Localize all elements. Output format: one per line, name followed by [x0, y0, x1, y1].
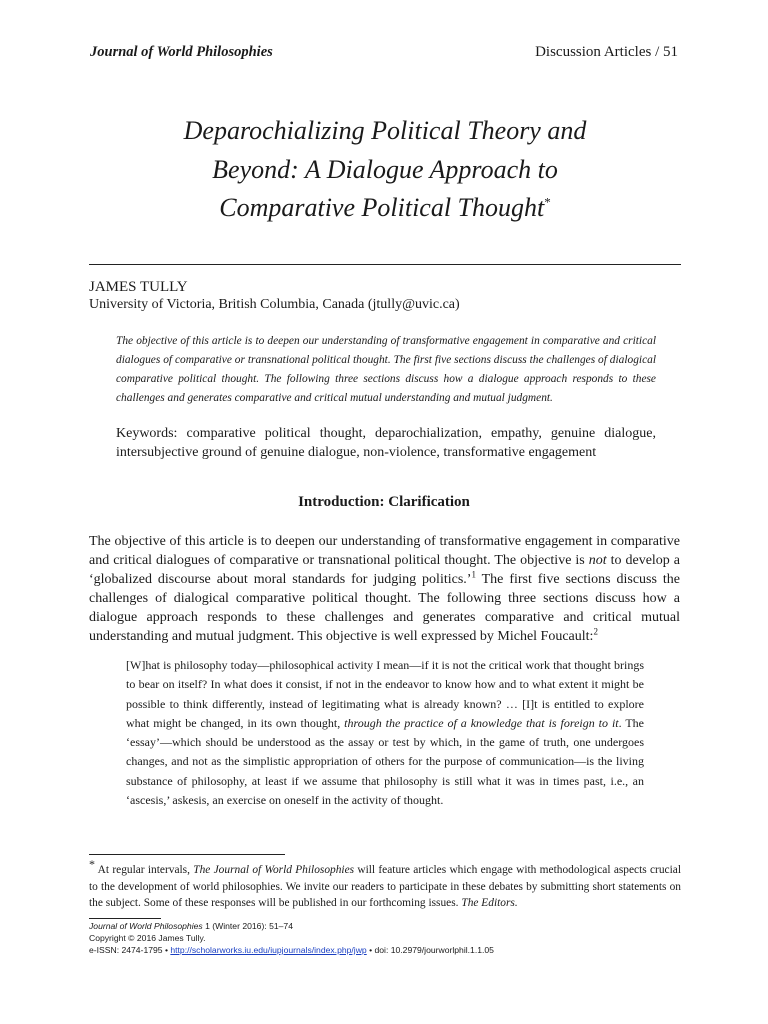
footnote-marker: *	[89, 857, 95, 872]
para-emphasis: not	[588, 553, 607, 568]
doi: • doi: 10.2979/jourworlphil.1.1.05	[366, 945, 494, 955]
footnote-journal: The Journal of World Philosophies	[193, 864, 355, 876]
citation-journal: Journal of World Philosophies	[89, 921, 203, 931]
para-text-1: The objective of this article is to deepen our understanding of transformative engagement in comparative and critical dialogues of comparative or transnational political thought. The objective is	[89, 534, 680, 568]
keywords: Keywords: comparative political thought, deparochialization, empathy, genuine dialogue, intersubjective ground of genuine dialogue, non-violence, transformative engagement	[116, 426, 656, 460]
running-header-journal: Journal of World Philosophies	[90, 44, 273, 60]
footnote-text-1: At regular intervals,	[95, 864, 194, 876]
para-text-3: The first five sections discuss the challenges of dialogical comparative political thought. The following three sections discuss how a dialogue approach responds to these challenges and generates comparative and critical mutual understanding and mutual judgment. This objective is well expressed by Michel Foucault:	[89, 572, 680, 644]
endnote-ref-2[interactable]: 2	[593, 626, 598, 637]
author-name: JAMES TULLY	[89, 279, 188, 295]
meta-divider	[89, 918, 161, 919]
title-divider	[89, 264, 681, 265]
endnote-ref-1[interactable]: 1	[471, 569, 476, 580]
quote-italic: through the practice of a knowledge that is foreign to it	[344, 715, 619, 730]
journal-url-link[interactable]: http://scholarworks.iu.edu/iupjournals/index.php/jwp	[170, 945, 367, 955]
footnote-signature: The Editors.	[461, 897, 518, 909]
running-header-page: Discussion Articles / 51	[535, 44, 678, 60]
quote-text-2: . The ‘essay’—which should be understood as the assay or test by which, in the game of truth, one undergoes changes, and not as the simplistic appropriation of others for the purpose of communication—is the living substance of philosophy, at least if we assume that philosophy is still what it was in times past, i.e., an ‘ascesis,’ askesis, an exercise on oneself in the activity of thought.	[126, 715, 645, 808]
copyright-line: Copyright © 2016 James Tully.	[89, 933, 206, 943]
title-footnote-marker: *	[544, 194, 551, 210]
citation-line	[89, 921, 689, 933]
block-quote	[126, 656, 644, 810]
footnote	[89, 857, 681, 912]
body-paragraph	[89, 532, 680, 646]
para-text-2: to develop a ‘globalized discourse about moral standards for judging politics.’	[89, 553, 681, 587]
footnote-divider	[89, 854, 285, 855]
footnote-text-2: will feature articles which engage with methodological aspects crucial to the development of world philosophies. We invite our readers to participate in these debates by submitting short statements on the subject. Some of these responses will be published in our forthcoming issues.	[89, 864, 681, 909]
identifier-line	[89, 945, 689, 957]
title-line-3: Comparative Political Thought	[219, 193, 545, 222]
quote-text-1: [W]hat is philosophy today—philosophical activity I mean—if it is not the critical work that thought brings to bear on itself? In what does it consist, if not in the endeavor to know how and to what extent it might be possible to think differently, instead of legitimating what is already known? … [I]t is entitled to explore what might be changed, in its own thought,	[126, 658, 644, 730]
author-affiliation: University of Victoria, British Columbia, Canada (jtully@uvic.ca)	[89, 297, 460, 312]
issn: e-ISSN: 2474-1795 •	[89, 945, 171, 955]
citation-details: 1 (Winter 2016): 51–74	[202, 921, 293, 931]
section-heading: Introduction: Clarification	[298, 494, 470, 510]
title-line-1: Deparochializing Political Theory and	[183, 116, 587, 145]
title-line-2: Beyond: A Dialogue Approach to	[212, 154, 558, 184]
abstract: The objective of this article is to deepen our understanding of transformative engagement in comparative and critical dialogues of comparative or transnational political thought. The first five sections discuss the challenges of dialogical comparative political thought. The following three sections discuss how a dialogue approach responds to these challenges and generates comparative and critical mutual understanding and mutual judgment.	[116, 335, 656, 404]
article-title	[90, 112, 680, 228]
